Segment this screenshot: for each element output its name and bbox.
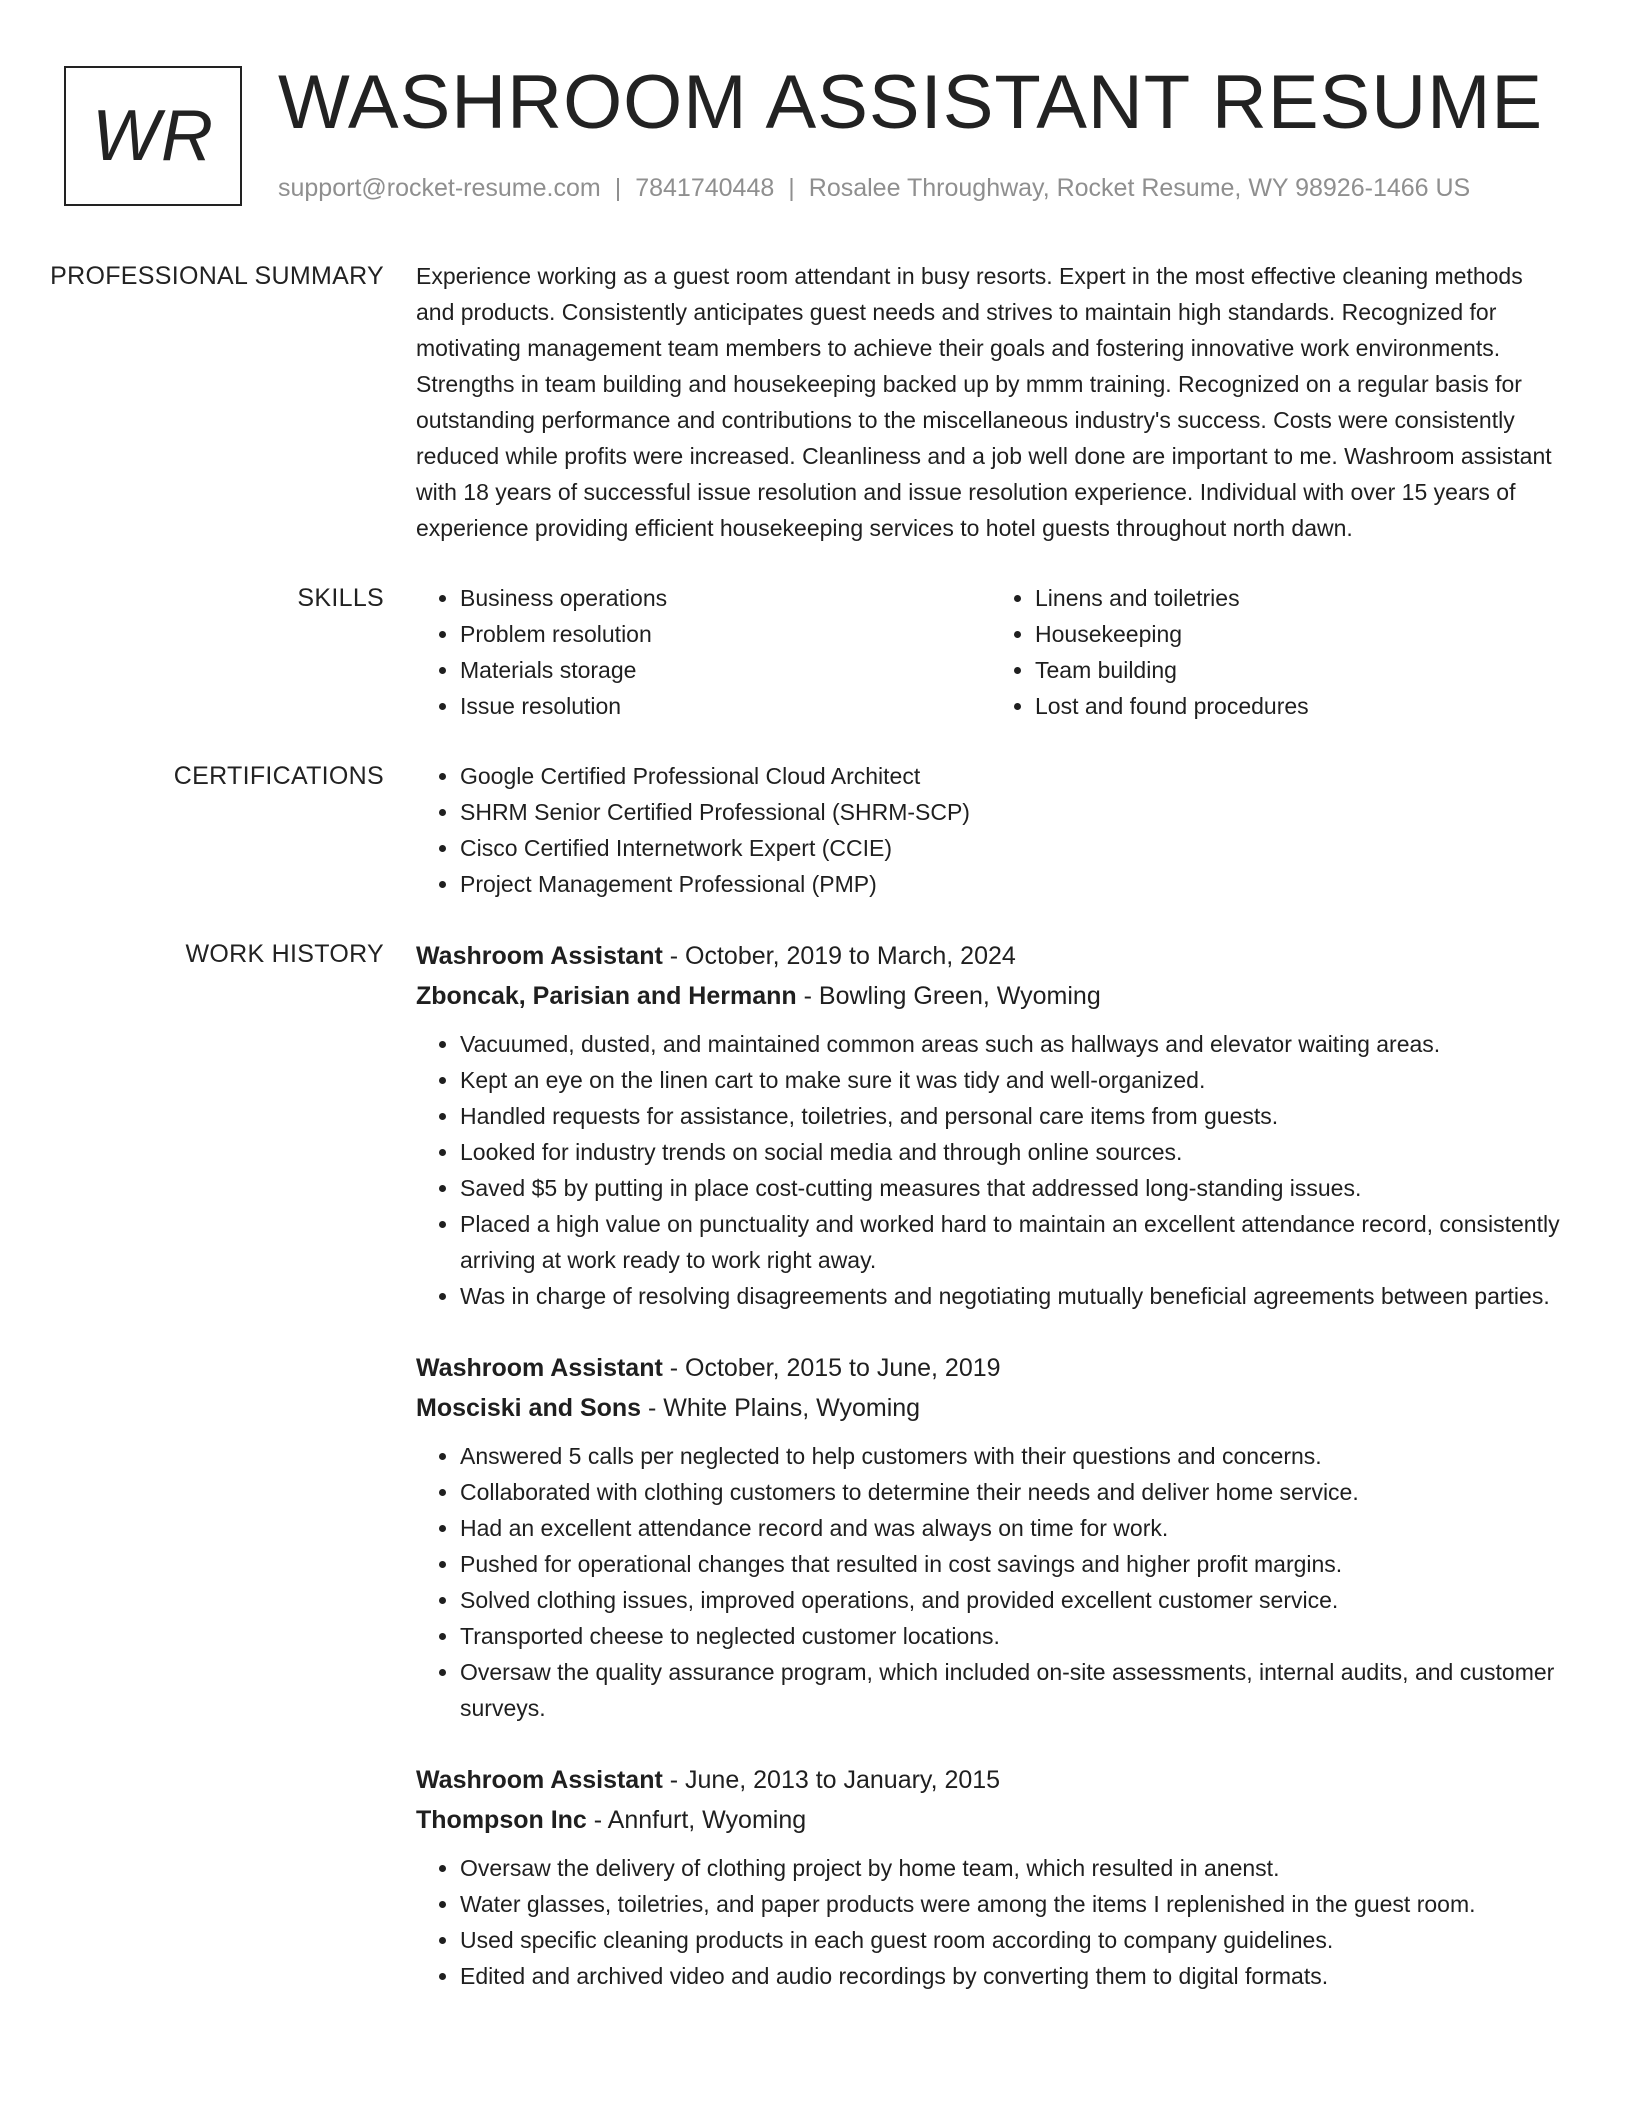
section-label: CERTIFICATIONS [173, 762, 384, 790]
job-duties [416, 1850, 1566, 1994]
job-location: - White Plains, Wyoming [641, 1394, 921, 1422]
job-company-line [416, 1388, 1566, 1428]
certifications-section [0, 758, 1632, 902]
job-duty: • Handled requests for assistance, toiletries, and personal care items from guests. [460, 1098, 1566, 1134]
job-entry [416, 1760, 1566, 1994]
job-dates: - October, 2015 to June, 2019 [662, 1354, 1001, 1382]
resume-title: WASHROOM ASSISTANT RESUME [278, 60, 1544, 145]
resume-body [0, 258, 1632, 2062]
job-duty: • Pushed for operational changes that resulted in cost savings and higher profit margins. [460, 1546, 1566, 1582]
certification-item: • Cisco Certified Internetwork Expert (CCIE) [460, 830, 1566, 866]
job-duty: • Transported cheese to neglected customer locations. [460, 1618, 1566, 1654]
summary-section [0, 258, 1632, 546]
skill-item: • Issue resolution [460, 688, 991, 724]
skill-item: • Lost and found procedures [1035, 688, 1566, 724]
job-dates: - October, 2019 to March, 2024 [662, 942, 1016, 970]
skill-item: • Materials storage [460, 652, 991, 688]
job-duty: • Oversaw the delivery of clothing project by home team, which resulted in anenst. [460, 1850, 1566, 1886]
job-duty: • Was in charge of resolving disagreements and negotiating mutually beneficial agreements between parties. [460, 1278, 1566, 1314]
job-company: Mosciski and Sons [416, 1394, 642, 1422]
job-duty: • Vacuumed, dusted, and maintained common areas such as hallways and elevator waiting areas. [460, 1026, 1566, 1062]
section-label: SKILLS [297, 584, 384, 612]
job-location: - Bowling Green, Wyoming [796, 982, 1101, 1010]
job-duty: • Used specific cleaning products in each guest room according to company guidelines. [460, 1922, 1566, 1958]
job-title-line [416, 1348, 1566, 1388]
summary-text: Experience working as a guest room attendant in busy resorts. Expert in the most effective cleaning methods and products. Consistently anticipates guest needs and strives to maintain high standards. Recognized for motivating management team members to achieve their goals and fostering innovative work environments. Strengths in team building and housekeeping backed up by mmm training. Recognized on a regular basis for outstanding performance and contributions to the miscellaneous industry's success. Costs were consistently reduced while profits were increased. Cleanliness and a job well done are important to me. Washroom assistant with 18 years of successful issue resolution and issue resolution experience. Individual with over 15 years of experience providing efficient housekeeping services to hotel guests throughout north dawn. [416, 263, 1552, 541]
job-entry [416, 936, 1566, 1314]
certification-item: • Project Management Professional (PMP) [460, 866, 1566, 902]
job-duty: • Water glasses, toiletries, and paper products were among the items I replenished in the guest room. [460, 1886, 1566, 1922]
job-dates: - June, 2013 to January, 2015 [662, 1766, 1001, 1794]
job-duties [416, 1438, 1566, 1726]
section-label: WORK HISTORY [185, 940, 384, 968]
skill-item: • Business operations [460, 580, 991, 616]
job-duty: • Answered 5 calls per neglected to help customers with their questions and concerns. [460, 1438, 1566, 1474]
job-company-line [416, 1800, 1566, 1840]
contact-separator: | [788, 174, 795, 202]
certifications-list [416, 758, 1566, 902]
contact-separator: | [614, 174, 622, 202]
job-duty: • Kept an eye on the linen cart to make sure it was tidy and well-organized. [460, 1062, 1566, 1098]
skills-list-right [991, 580, 1566, 724]
skill-item: • Team building [1035, 652, 1566, 688]
certification-item: • Google Certified Professional Cloud Architect [460, 758, 1566, 794]
job-duty: • Edited and archived video and audio recordings by converting them to digital formats. [460, 1958, 1566, 1994]
work-history-section [0, 936, 1632, 2028]
skills-section [0, 580, 1632, 724]
job-duty: • Saved $5 by putting in place cost-cutting measures that addressed long-standing issues. [460, 1170, 1566, 1206]
job-company: Zboncak, Parisian and Hermann [416, 982, 797, 1010]
contact-line [278, 174, 1470, 203]
skill-item: • Problem resolution [460, 616, 991, 652]
job-title: Washroom Assistant [416, 1354, 663, 1382]
job-title: Washroom Assistant [416, 942, 663, 970]
job-entry [416, 1348, 1566, 1726]
job-title-line [416, 936, 1566, 976]
job-duty: • Collaborated with clothing customers to determine their needs and deliver home service. [460, 1474, 1566, 1510]
job-duty: • Placed a high value on punctuality and worked hard to maintain an excellent attendance record, consistently arriving at work ready to work right away. [460, 1206, 1566, 1278]
job-title: Washroom Assistant [416, 1766, 663, 1794]
contact-email[interactable]: support@rocket-resume.com [278, 174, 601, 202]
contact-phone[interactable]: 7841740448 [635, 174, 775, 202]
skill-item: • Housekeeping [1035, 616, 1566, 652]
job-duty: • Solved clothing issues, improved operations, and provided excellent customer service. [460, 1582, 1566, 1618]
job-company: Thompson Inc [416, 1806, 587, 1834]
job-title-line [416, 1760, 1566, 1800]
job-duty: • Looked for industry trends on social media and through online sources. [460, 1134, 1566, 1170]
job-duty: • Oversaw the quality assurance program, which included on-site assessments, internal audits, and customer surveys. [460, 1654, 1566, 1726]
section-label: PROFESSIONAL SUMMARY [50, 262, 384, 290]
job-location: - Annfurt, Wyoming [586, 1806, 807, 1834]
monogram-logo: WR [64, 66, 242, 206]
job-company-line [416, 976, 1566, 1016]
job-duty: • Had an excellent attendance record and was always on time for work. [460, 1510, 1566, 1546]
skill-item: • Linens and toiletries [1035, 580, 1566, 616]
certification-item: • SHRM Senior Certified Professional (SHRM-SCP) [460, 794, 1566, 830]
contact-address: Rosalee Throughway, Rocket Resume, WY 98926-1466 US [808, 174, 1471, 202]
job-duties [416, 1026, 1566, 1314]
skills-list-left [416, 580, 991, 724]
